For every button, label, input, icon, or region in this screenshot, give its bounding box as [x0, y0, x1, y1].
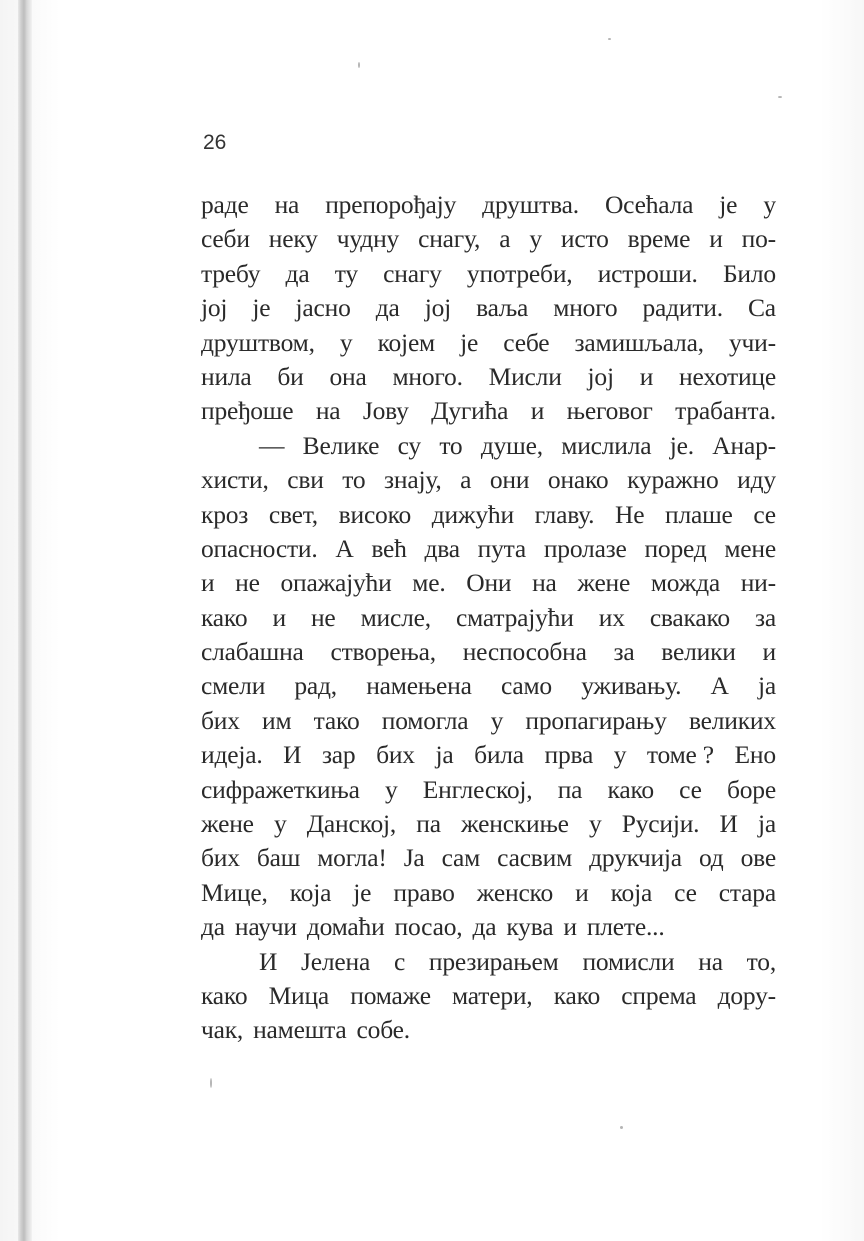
- word: учи-: [729, 327, 776, 357]
- word: у: [613, 740, 627, 770]
- word: могла!: [317, 843, 387, 873]
- word: већ: [371, 533, 407, 563]
- word: А: [335, 533, 354, 563]
- word: идеја.: [201, 740, 263, 770]
- word: у: [763, 190, 776, 219]
- paper-speck: [778, 96, 782, 98]
- word: трабанта.: [675, 396, 776, 426]
- word: замишљала,: [574, 327, 704, 357]
- word: чудну: [336, 224, 400, 254]
- text-line: [201, 910, 776, 944]
- word: се: [753, 499, 776, 529]
- word: то,: [746, 946, 776, 976]
- word: мислила: [561, 430, 652, 460]
- word: презирањем: [428, 946, 559, 976]
- word: главу.: [534, 499, 595, 529]
- word: матери,: [452, 980, 533, 1010]
- word: на: [315, 396, 341, 426]
- word: свет,: [268, 499, 318, 529]
- paper-speck: [620, 1126, 623, 1129]
- word: кроз: [201, 499, 249, 529]
- word: а: [499, 224, 511, 254]
- paper-speck: [358, 62, 360, 68]
- text-line: [201, 429, 776, 463]
- word: па: [416, 809, 441, 839]
- word: да: [285, 258, 310, 288]
- word: сви: [287, 465, 324, 495]
- word: друкчија: [589, 843, 682, 873]
- text-line: [201, 945, 776, 979]
- word: Велике: [302, 430, 380, 460]
- word: сматрајући: [455, 602, 574, 632]
- word: у: [273, 809, 287, 839]
- word: онако: [547, 465, 609, 495]
- text-line: [201, 532, 776, 566]
- text-line: [201, 291, 776, 325]
- word: мене: [724, 533, 776, 563]
- word: Мисли: [488, 361, 562, 391]
- text-line: [201, 773, 776, 807]
- word: слабашна: [201, 637, 304, 667]
- word: то: [439, 430, 463, 460]
- word: јој: [587, 361, 614, 391]
- word: која: [610, 877, 653, 907]
- word: радити.: [642, 293, 723, 323]
- word: је: [719, 190, 738, 219]
- word: Ено: [734, 740, 776, 770]
- word: иду: [737, 465, 776, 495]
- word: Они: [466, 568, 512, 598]
- word: друштва.: [482, 190, 579, 219]
- word: па: [557, 774, 583, 804]
- word: у: [529, 224, 542, 254]
- text-line: [201, 841, 776, 875]
- word: нила: [201, 361, 252, 391]
- word: ваља: [476, 293, 529, 323]
- text-line: [201, 566, 776, 600]
- word: уживању.: [581, 671, 682, 701]
- word: на: [698, 946, 723, 976]
- word: сасвим: [497, 843, 573, 873]
- text-line: [201, 635, 776, 669]
- word: Осећала: [604, 190, 694, 219]
- word: ја: [757, 809, 776, 839]
- word: жене: [577, 568, 631, 598]
- text-line: [201, 1013, 776, 1047]
- word: бих: [376, 740, 415, 770]
- word: је: [460, 327, 479, 357]
- word: можда: [650, 568, 721, 598]
- word: ја: [757, 671, 776, 701]
- text-line: [201, 360, 776, 394]
- word: његовог: [566, 396, 653, 426]
- word: Било: [722, 258, 776, 288]
- word: Енглеској,: [422, 774, 533, 804]
- word: пропагирању: [525, 705, 667, 735]
- word: пређоше: [201, 396, 294, 426]
- word: женскиње: [461, 809, 569, 839]
- word: у: [490, 705, 504, 735]
- word: од: [698, 843, 724, 873]
- word: Дугића: [431, 396, 509, 426]
- word: рад,: [294, 671, 337, 701]
- word: неспособна: [462, 637, 587, 667]
- word: стара: [718, 877, 776, 907]
- word: се: [674, 877, 697, 907]
- word: сифражеткиња: [201, 774, 360, 804]
- word: боре: [726, 774, 776, 804]
- word: како: [553, 980, 601, 1010]
- word: је: [252, 293, 271, 323]
- text-line: [201, 394, 776, 428]
- word: Са: [748, 293, 776, 323]
- word: ту: [334, 258, 358, 288]
- word: Ја: [403, 843, 425, 873]
- word: снагу: [383, 258, 442, 288]
- word: неку: [268, 224, 318, 254]
- text-line: [201, 326, 776, 360]
- word: и: [639, 361, 654, 391]
- text-line: [201, 807, 776, 841]
- word: И: [259, 946, 278, 976]
- word: исто: [560, 224, 609, 254]
- word: зар: [321, 740, 356, 770]
- word: на: [532, 568, 557, 598]
- word: свакако: [649, 602, 730, 632]
- word: томе ?: [646, 740, 714, 770]
- word: и: [530, 396, 545, 426]
- word: посао,: [394, 912, 463, 942]
- word: А: [710, 671, 729, 701]
- word: јој: [424, 293, 452, 323]
- word: у: [384, 774, 398, 804]
- text-line: [201, 738, 776, 772]
- word: много: [553, 293, 618, 323]
- word: помогла: [381, 705, 469, 735]
- word: домаћи: [306, 912, 385, 942]
- word: јој: [201, 293, 228, 323]
- word: —: [259, 430, 285, 460]
- word: Јову: [362, 396, 409, 426]
- word: да: [375, 293, 400, 323]
- word: чак,: [201, 1015, 244, 1045]
- word: они: [489, 465, 530, 495]
- text-line: [201, 257, 776, 291]
- word: требу: [201, 258, 261, 288]
- word: она: [329, 361, 367, 391]
- word: себе: [503, 327, 550, 357]
- word: ја: [435, 740, 454, 770]
- word: И: [719, 809, 738, 839]
- word: су: [397, 430, 421, 460]
- word: душе,: [480, 430, 543, 460]
- word: хисти,: [201, 465, 269, 495]
- word: сам: [441, 843, 481, 873]
- word: како: [201, 602, 248, 632]
- word: за: [754, 602, 776, 632]
- word: научи: [234, 912, 297, 942]
- word: то: [342, 465, 366, 495]
- word: била: [474, 740, 524, 770]
- word: помисли: [582, 946, 675, 976]
- word: помаже: [350, 980, 431, 1010]
- word: Анар-: [712, 430, 776, 460]
- word: с: [393, 946, 406, 976]
- word: за: [613, 637, 635, 667]
- word: опажајући: [280, 568, 392, 598]
- word: Јелена: [301, 946, 371, 976]
- word: Мица: [268, 980, 330, 1010]
- word: смели: [201, 671, 266, 701]
- word: је: [353, 877, 372, 907]
- word: истроши.: [597, 258, 698, 288]
- word: која: [289, 877, 332, 907]
- word: плаше: [665, 499, 733, 529]
- word: их: [598, 602, 625, 632]
- word: ни-: [740, 568, 776, 598]
- word: ове: [740, 843, 776, 873]
- word: плете...: [586, 912, 665, 942]
- text-line: [201, 222, 776, 256]
- word: тако: [313, 705, 360, 735]
- word: и: [709, 224, 723, 254]
- text-line: [201, 704, 776, 738]
- word: дору-: [717, 980, 776, 1010]
- word: много.: [392, 361, 463, 391]
- text-line: [201, 669, 776, 703]
- word: куражно: [627, 465, 719, 495]
- word: себи: [201, 224, 250, 254]
- word: мисле,: [360, 602, 431, 632]
- word: спрема: [621, 980, 697, 1010]
- word: и: [201, 568, 215, 598]
- word: по-: [741, 224, 776, 254]
- word: прва: [544, 740, 594, 770]
- word: и: [272, 602, 286, 632]
- word: кува: [506, 912, 554, 942]
- word: жене: [201, 809, 254, 839]
- word: Мице,: [201, 877, 268, 907]
- word: право: [393, 877, 455, 907]
- word: би: [277, 361, 304, 391]
- word: ме.: [412, 568, 446, 598]
- word: два: [424, 533, 460, 563]
- word: бих: [201, 843, 240, 873]
- word: јасно: [295, 293, 351, 323]
- word: собе.: [356, 1015, 410, 1045]
- word: нехотице: [679, 361, 776, 391]
- word: не: [235, 568, 260, 598]
- word: дижући: [431, 499, 514, 529]
- body-text: [201, 188, 776, 1048]
- word: да: [472, 912, 497, 942]
- word: намењена: [366, 671, 472, 701]
- word: не: [310, 602, 336, 632]
- text-line: [201, 979, 776, 1013]
- text-line: [201, 463, 776, 497]
- word: Русији.: [621, 809, 700, 839]
- word: и: [563, 912, 577, 942]
- word: великих: [688, 705, 776, 735]
- word: И: [283, 740, 302, 770]
- text-line: [201, 876, 776, 910]
- word: пута: [477, 533, 527, 563]
- word: у: [339, 327, 353, 357]
- text-line: [201, 498, 776, 532]
- word: снагу,: [418, 224, 481, 254]
- word: и: [762, 637, 776, 667]
- paper-speck: [210, 1078, 212, 1088]
- word: на: [274, 190, 300, 219]
- word: поред: [644, 533, 707, 563]
- word: само: [500, 671, 552, 701]
- word: се: [679, 774, 702, 804]
- word: знају,: [384, 465, 442, 495]
- word: Данској,: [306, 809, 397, 839]
- paper-speck: [608, 38, 611, 40]
- word: створења,: [330, 637, 436, 667]
- page-number: 26: [203, 131, 227, 154]
- word: друштвом,: [201, 327, 315, 357]
- word: како: [201, 980, 248, 1010]
- text-line: [201, 188, 776, 222]
- word: и: [575, 877, 589, 907]
- word: велики: [661, 637, 736, 667]
- word: високо: [338, 499, 412, 529]
- word: препорођају: [325, 190, 457, 219]
- page-binding-edge: [18, 0, 32, 1241]
- word: како: [607, 774, 654, 804]
- word: им: [262, 705, 292, 735]
- word: опасности.: [201, 533, 318, 563]
- word: у: [589, 809, 602, 839]
- word: бих: [201, 705, 240, 735]
- word: пролазе: [543, 533, 627, 563]
- word: време: [627, 224, 691, 254]
- word: раде: [201, 190, 249, 219]
- word: да: [201, 912, 225, 942]
- word: женско: [476, 877, 554, 907]
- word: баш: [256, 843, 301, 873]
- text-line: [201, 601, 776, 635]
- word: намешта: [253, 1015, 347, 1045]
- word: Не: [615, 499, 645, 529]
- word: је.: [669, 430, 694, 460]
- word: а: [460, 465, 472, 495]
- word: којем: [377, 327, 435, 357]
- word: употреби,: [466, 258, 573, 288]
